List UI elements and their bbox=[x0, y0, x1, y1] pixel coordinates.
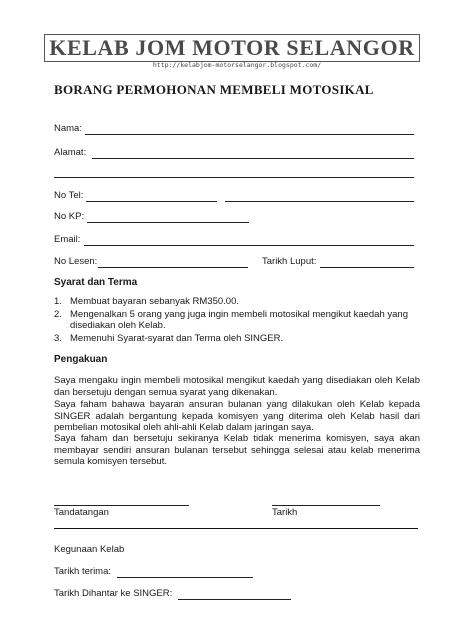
tarikh-terima-label: Tarikh terima: bbox=[54, 566, 112, 577]
club-name-banner: KELAB JOM MOTOR SELANGOR bbox=[44, 34, 420, 62]
terms-heading: Syarat dan Terma bbox=[54, 277, 138, 288]
tarikh-luput-field-line[interactable] bbox=[320, 267, 414, 268]
term-item: 1. Membuat bayaran sebanyak RM350.00. bbox=[54, 296, 239, 307]
declaration-heading: Pengakuan bbox=[54, 354, 108, 365]
declaration-paragraph-3: Saya faham dan bersetuju sekiranya Kelab tidak menerima komisyen, saya akan membayar sendiri ansuran bulanan tersebut sehingga selesai atau kelab menerima semula komisyen tersebut. bbox=[54, 433, 420, 467]
tarikh-dihantar-label: Tarikh Dihantar ke SINGER: bbox=[54, 588, 173, 599]
alamat-field-line-2[interactable] bbox=[54, 177, 414, 178]
signature-label: Tandatangan bbox=[54, 507, 109, 518]
terms-list bbox=[54, 296, 414, 345]
no-lesen-field-line[interactable] bbox=[98, 267, 248, 268]
no-tel-field-line-1[interactable] bbox=[86, 201, 217, 202]
signature-date-label: Tarikh bbox=[272, 507, 298, 518]
term-item: 3. Memenuhi Syarat-syarat dan Terma oleh SINGER. bbox=[54, 332, 284, 344]
tarikh-dihantar-field-line[interactable] bbox=[178, 599, 291, 600]
signature-line[interactable] bbox=[54, 505, 189, 506]
nama-label: Nama: bbox=[54, 123, 82, 134]
email-label: Email: bbox=[54, 234, 81, 245]
office-use-heading: Kegunaan Kelab bbox=[54, 544, 125, 555]
section-divider bbox=[54, 528, 418, 529]
nama-field-line[interactable] bbox=[85, 134, 414, 135]
no-tel-field-line-2[interactable] bbox=[225, 201, 414, 202]
no-tel-label: No Tel: bbox=[54, 190, 84, 201]
blog-url: http://kelabjom-motorselangor.blogspot.com/ bbox=[152, 61, 322, 69]
declaration-paragraph-1: Saya mengaku ingin membeli motosikal mengikut kaedah yang disediakan oleh Kelab dan bersetuju dengan semua syarat yang dikenakan. bbox=[54, 375, 420, 398]
form-title: BORANG PERMOHONAN MEMBELI MOTOSIKAL bbox=[54, 82, 374, 97]
tarikh-luput-label: Tarikh Luput: bbox=[262, 256, 317, 267]
term-item: 2. Mengenalkan 5 orang yang juga ingin membeli motosikal mengikut kaedah yang disediakan oleh Kelab. bbox=[54, 308, 408, 331]
no-kp-label: No KP: bbox=[54, 211, 85, 222]
email-field-line[interactable] bbox=[84, 245, 414, 246]
declaration-paragraph-2: Saya faham bahawa bayaran ansuran bulanan yang dilakukan oleh Kelab kepada SINGER adalah bergantung kepada komisyen yang diterima oleh Kelab hasil dari pembelian motosikal oleh ahli-ahli Kelab dalam jaringan saya. bbox=[54, 399, 420, 433]
alamat-label: Alamat: bbox=[54, 147, 87, 158]
no-lesen-label: No Lesen: bbox=[54, 256, 98, 267]
signature-date-line[interactable] bbox=[272, 505, 380, 506]
no-kp-field-line[interactable] bbox=[87, 222, 249, 223]
tarikh-terima-field-line[interactable] bbox=[117, 577, 253, 578]
alamat-field-line-1[interactable] bbox=[92, 158, 414, 159]
